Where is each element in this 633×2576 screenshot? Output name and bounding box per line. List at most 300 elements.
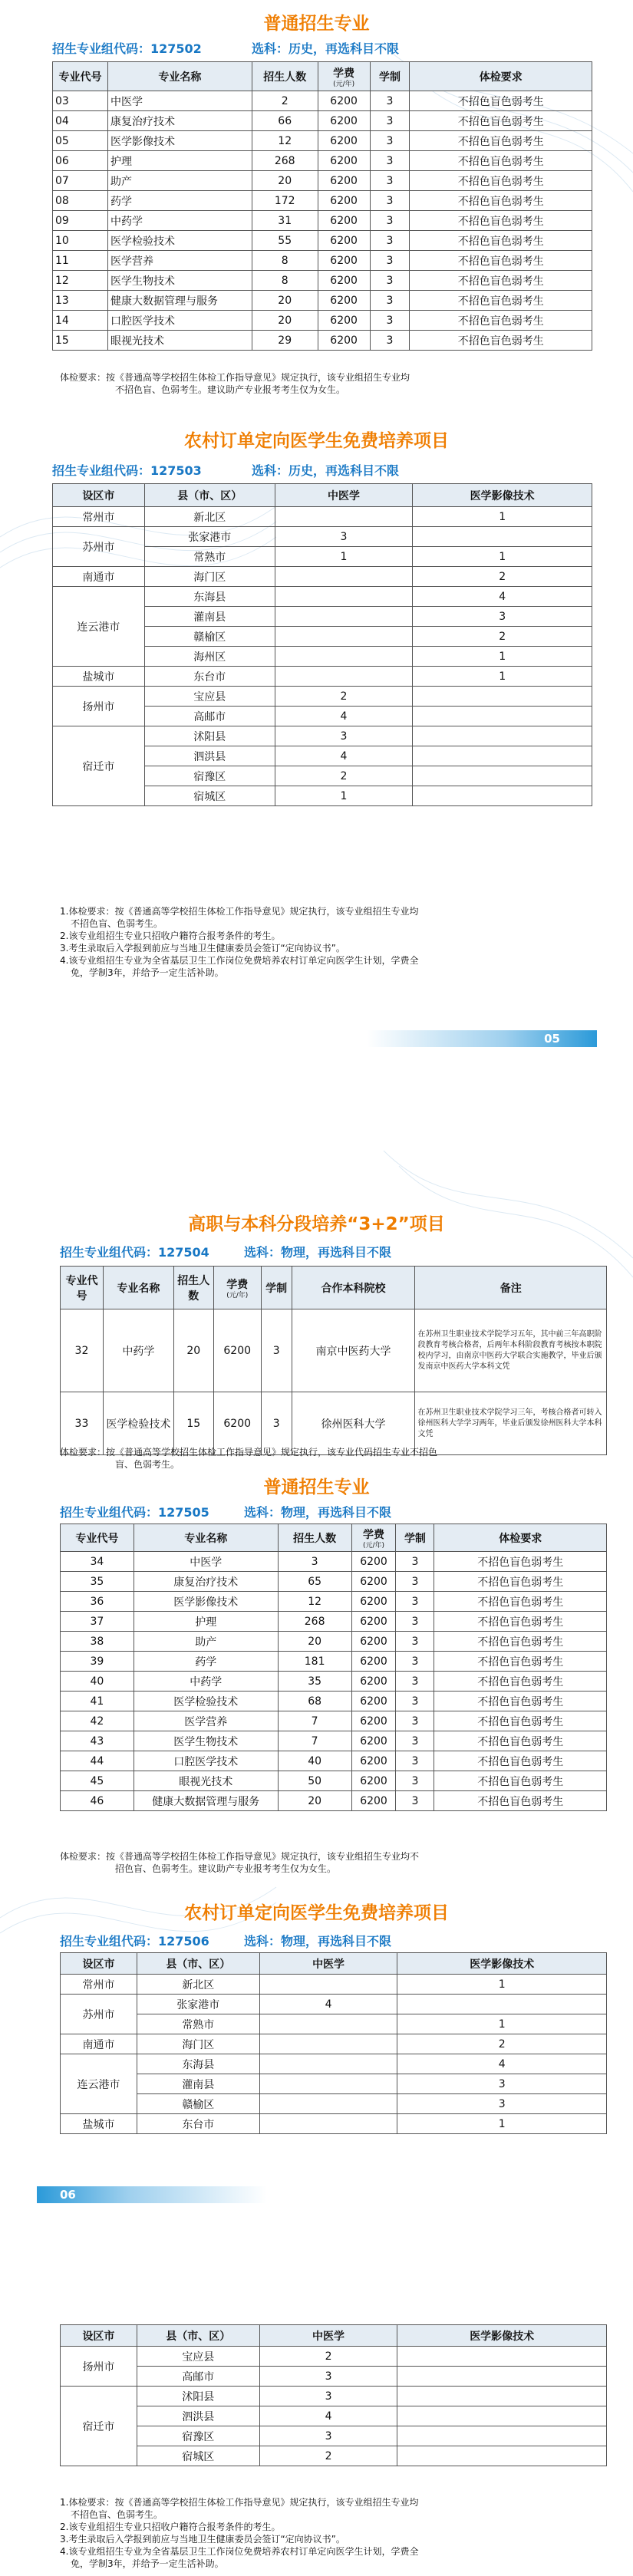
table-cell: 6200 [351, 1791, 396, 1811]
remark-cell: 在苏州卫生职业技术学院学习三年，考核合格者可转入徐州医科大学学习两年，毕业后颁发徐州医科大学本科文凭 [415, 1392, 607, 1455]
table-cell: 药学 [134, 1652, 278, 1672]
table-cell: 40 [61, 1672, 134, 1692]
table-cell: 健康大数据管理与服务 [134, 1791, 278, 1811]
table-row [53, 527, 592, 547]
city-cell: 宿迁市 [61, 2387, 137, 2466]
table-cell: 药学 [107, 191, 252, 211]
table-cell: 2 [413, 627, 592, 647]
table-cell: 3 [396, 1731, 434, 1751]
table-cell: 55 [252, 231, 318, 251]
col-header-county: 县（市、区） [144, 484, 275, 507]
section-title: 普通招生专业 [263, 1477, 370, 1497]
table-cell: 6200 [351, 1552, 396, 1572]
note-line-1: 体检要求：按《普通高等学校招生体检工作指导意见》规定执行，该专业组招生专业均不 [60, 1851, 420, 1862]
table-cell: 3 [396, 1612, 434, 1632]
col-header-name: 专业名称 [134, 1524, 278, 1552]
table-cell [413, 786, 592, 806]
table-cell: 不招色盲色弱考生 [434, 1672, 607, 1692]
table-cell: 38 [61, 1632, 134, 1652]
table-cell: 20 [278, 1791, 351, 1811]
note-line: 2.该专业组招生专业只招收户籍符合报考条件的考生。 [60, 931, 281, 941]
table-cell: 7 [278, 1731, 351, 1751]
table-cell: 3 [275, 527, 413, 547]
table-cell: 3 [278, 1552, 351, 1572]
table-cell: 3 [396, 1692, 434, 1711]
fee-label: 学费 [226, 1278, 249, 1291]
notes-block [60, 2496, 418, 2570]
table-cell: 3 [396, 1572, 434, 1592]
col-header-requirement: 体检要求 [410, 62, 592, 91]
table-cell: 宝应县 [137, 2347, 259, 2367]
table-cell: 康复治疗技术 [107, 111, 252, 131]
col-header-fee [213, 1267, 261, 1309]
majors-table [60, 1524, 607, 1811]
notes-block [60, 905, 418, 979]
col-header-years: 学制 [396, 1524, 434, 1552]
group-code: 招生专业组代码：127506 [60, 1934, 209, 1948]
table-cell [413, 687, 592, 707]
note-line: 不招色盲、色弱考生。 [71, 2509, 163, 2520]
table-row [61, 1771, 607, 1791]
table-cell: 东台市 [144, 667, 275, 687]
table-cell: 1 [397, 1975, 607, 1995]
table-cell: 眼视光技术 [134, 1771, 278, 1791]
table-cell [275, 627, 413, 647]
table-cell: 泗洪县 [137, 2406, 259, 2426]
table-cell: 东海县 [137, 2054, 259, 2074]
col-header-name: 专业名称 [103, 1267, 173, 1309]
table-cell: 3 [259, 2426, 397, 2446]
table-cell: 46 [61, 1791, 134, 1811]
table-cell: 海门区 [137, 2034, 259, 2054]
section-title: 普通招生专业 [263, 14, 370, 34]
table-cell: 20 [252, 171, 318, 191]
table-row [53, 91, 592, 111]
table-cell: 40 [278, 1751, 351, 1771]
table-cell: 3 [370, 271, 410, 291]
fee-unit: (元/年) [333, 80, 355, 88]
table-cell [413, 726, 592, 746]
note-line-1: 体检要求：按《普通高等学校招生体检工作指导意见》规定执行，该专业组招生专业均 [60, 372, 410, 383]
table-cell: 海州区 [144, 647, 275, 667]
note-line: 免，学制3年，并给予一定生活补助。 [71, 967, 224, 978]
city-cell: 苏州市 [61, 1995, 137, 2034]
table-cell: 42 [61, 1711, 134, 1731]
table-cell: 眼视光技术 [107, 331, 252, 351]
table-cell: 不招色盲色弱考生 [410, 271, 592, 291]
table-row [61, 1572, 607, 1592]
table-cell: 6200 [318, 211, 370, 231]
table-cell: 06 [53, 151, 108, 171]
table-cell: 口腔医学技术 [107, 311, 252, 331]
table-cell: 3 [396, 1791, 434, 1811]
rural-quota-body [53, 507, 592, 806]
table-cell: 助产 [134, 1632, 278, 1652]
table-cell: 医学影像技术 [134, 1592, 278, 1612]
table-row [61, 2014, 607, 2034]
note-line: 1.体检要求：按《普通高等学校招生体检工作指导意见》规定执行，该专业组招生专业均 [60, 2497, 419, 2508]
subject-requirement: 选科：历史，再选科目不限 [252, 41, 400, 56]
table-row [61, 1309, 607, 1392]
table-cell: 不招色盲色弱考生 [434, 1552, 607, 1572]
table-cell: 6200 [318, 231, 370, 251]
table-cell: 34 [61, 1552, 134, 1572]
table-cell: 不招色盲色弱考生 [434, 1572, 607, 1592]
table-cell: 不招色盲色弱考生 [434, 1612, 607, 1632]
table-cell: 36 [61, 1592, 134, 1612]
table-cell: 20 [252, 311, 318, 331]
table-cell: 181 [278, 1652, 351, 1672]
table-cell [275, 607, 413, 627]
table-cell: 10 [53, 231, 108, 251]
table-row [53, 251, 592, 271]
table-cell: 赣榆区 [137, 2094, 259, 2114]
table-row [61, 2426, 607, 2446]
table-cell: 66 [252, 111, 318, 131]
table-cell: 6200 [318, 111, 370, 131]
program-3plus2-body [61, 1309, 607, 1455]
table-cell: 医学检验技术 [134, 1692, 278, 1711]
table-cell: 39 [61, 1652, 134, 1672]
table-row [61, 1975, 607, 1995]
table-cell: 6200 [318, 271, 370, 291]
table-cell: 不招色盲色弱考生 [410, 331, 592, 351]
table-cell: 3 [397, 2094, 607, 2114]
city-cell: 扬州市 [61, 2347, 137, 2387]
majors-table [52, 61, 592, 351]
fee-unit: (元/年) [226, 1291, 249, 1300]
subject-requirement: 选科：历史，再选科目不限 [252, 463, 400, 478]
col-header-city: 设区市 [61, 2325, 137, 2347]
table-cell: 65 [278, 1572, 351, 1592]
table-cell: 20 [252, 291, 318, 311]
table-cell: 37 [61, 1612, 134, 1632]
table-cell: 13 [53, 291, 108, 311]
table-cell: 灌南县 [137, 2074, 259, 2094]
table-cell: 不招色盲色弱考生 [410, 111, 592, 131]
table-cell [397, 2426, 607, 2446]
note-line-2: 盲、色弱考生。 [115, 1459, 180, 1470]
table-row [61, 2074, 607, 2094]
program-3plus2-table [60, 1266, 607, 1455]
table-cell: 4 [275, 707, 413, 726]
table-cell: 常熟市 [137, 2014, 259, 2034]
table-cell: 6200 [351, 1652, 396, 1672]
table-cell: 不招色盲色弱考生 [434, 1632, 607, 1652]
table-row [61, 1612, 607, 1632]
table-cell: 6200 [351, 1771, 396, 1791]
table-cell [397, 2387, 607, 2406]
table-cell: 新北区 [144, 507, 275, 527]
table-cell: 6200 [351, 1692, 396, 1711]
col-header-partner: 合作本科院校 [292, 1267, 415, 1309]
table-cell: 3 [370, 151, 410, 171]
table-cell: 15 [173, 1392, 213, 1455]
table-cell: 15 [53, 331, 108, 351]
table-cell: 3 [396, 1592, 434, 1612]
note-line: 不招色盲、色弱考生。 [71, 918, 163, 929]
table-cell [275, 507, 413, 527]
table-cell: 3 [370, 211, 410, 231]
table-cell [259, 2034, 397, 2054]
table-cell: 泗洪县 [144, 746, 275, 766]
col-header-code: 专业代号 [53, 62, 108, 91]
table-cell: 不招色盲色弱考生 [434, 1711, 607, 1731]
subject-requirement: 选科：物理，再选科目不限 [244, 1934, 392, 1948]
section-title: 农村订单定向医学生免费培养项目 [184, 431, 449, 451]
table-cell: 3 [259, 2387, 397, 2406]
table-cell: 12 [252, 131, 318, 151]
table-cell: 45 [61, 1771, 134, 1791]
table-cell: 172 [252, 191, 318, 211]
table-cell: 医学检验技术 [103, 1392, 173, 1455]
table-cell: 护理 [107, 151, 252, 171]
page-number: 06 [60, 2188, 76, 2202]
table-cell [259, 2074, 397, 2094]
table-cell [259, 1975, 397, 1995]
table-cell: 不招色盲色弱考生 [410, 211, 592, 231]
table-row [61, 1652, 607, 1672]
subject-requirement: 选科：物理，再选科目不限 [244, 1505, 392, 1520]
table-cell: 268 [278, 1612, 351, 1632]
table-cell: 助产 [107, 171, 252, 191]
table-row [61, 2114, 607, 2134]
table-row [61, 1672, 607, 1692]
table-cell: 32 [61, 1309, 104, 1392]
table-cell: 3 [370, 331, 410, 351]
table-cell: 3 [396, 1552, 434, 1572]
city-cell: 南通市 [53, 567, 145, 587]
note-line: 4.该专业组招生专业为全省基层卫生工作岗位免费培养农村订单定向医学生计划，学费全 [60, 2546, 419, 2557]
table-cell: 7 [278, 1711, 351, 1731]
table-cell: 09 [53, 211, 108, 231]
table-cell: 沭阳县 [144, 726, 275, 746]
table-cell: 不招色盲色弱考生 [410, 151, 592, 171]
table-cell: 2 [275, 687, 413, 707]
table-cell: 68 [278, 1692, 351, 1711]
group-code: 招生专业组代码：127504 [60, 1245, 209, 1260]
table-row [61, 2034, 607, 2054]
rural-quota-body [61, 1975, 607, 2134]
table-cell: 2 [275, 766, 413, 786]
table-cell: 徐州医科大学 [292, 1392, 415, 1455]
fee-label: 学费 [333, 67, 355, 80]
table-cell: 2 [259, 2446, 397, 2466]
table-row [53, 271, 592, 291]
city-cell: 连云港市 [61, 2054, 137, 2114]
table-cell: 12 [53, 271, 108, 291]
table-row [53, 291, 592, 311]
table-cell [275, 587, 413, 607]
table-cell: 3 [370, 131, 410, 151]
table-row [61, 2094, 607, 2114]
table-cell: 3 [370, 231, 410, 251]
table-cell: 6200 [318, 151, 370, 171]
rural-quota-table [52, 483, 592, 806]
city-cell: 苏州市 [53, 527, 145, 567]
table-cell: 6200 [351, 1632, 396, 1652]
table-cell: 中医学 [107, 91, 252, 111]
group-code-line [60, 1932, 392, 1949]
table-cell: 6200 [318, 191, 370, 211]
table-cell: 41 [61, 1692, 134, 1711]
city-cell: 常州市 [53, 507, 145, 527]
table-cell: 6200 [351, 1751, 396, 1771]
city-cell: 南通市 [61, 2034, 137, 2054]
table-cell: 不招色盲色弱考生 [434, 1771, 607, 1791]
table-row [53, 231, 592, 251]
table-cell: 1 [413, 667, 592, 687]
col-header-fee [318, 62, 370, 91]
table-cell: 宿豫区 [137, 2426, 259, 2446]
note-line-2: 不招色盲、色弱考生。建议助产专业报考考生仅为女生。 [115, 384, 346, 395]
col-header-imaging: 医学影像技术 [397, 2325, 607, 2347]
table-cell [413, 766, 592, 786]
group-code: 招生专业组代码：127502 [52, 41, 202, 56]
group-code-line [52, 39, 400, 57]
col-header-years: 学制 [261, 1267, 292, 1309]
group-code-line [60, 1243, 392, 1260]
group-code-line [52, 461, 400, 479]
table-cell: 6200 [213, 1392, 261, 1455]
section-title: 农村订单定向医学生免费培养项目 [184, 1903, 449, 1923]
col-header-county: 县（市、区） [137, 1953, 259, 1975]
table-cell: 3 [370, 191, 410, 211]
table-cell: 张家港市 [137, 1995, 259, 2014]
table-row [61, 1995, 607, 2014]
table-cell: 08 [53, 191, 108, 211]
table-cell: 1 [275, 786, 413, 806]
col-header-remark: 备注 [415, 1267, 607, 1309]
rural-quota-body [61, 2347, 607, 2466]
col-header-code: 专业代号 [61, 1524, 134, 1552]
note-line: 1.体检要求：按《普通高等学校招生体检工作指导意见》规定执行，该专业组招生专业均 [60, 906, 419, 917]
table-row [53, 687, 592, 707]
table-cell: 29 [252, 331, 318, 351]
table-cell: 医学生物技术 [107, 271, 252, 291]
table-row [61, 2367, 607, 2387]
table-cell: 高邮市 [137, 2367, 259, 2387]
table-cell: 20 [173, 1309, 213, 1392]
table-cell: 不招色盲色弱考生 [410, 191, 592, 211]
table-cell: 医学影像技术 [107, 131, 252, 151]
col-header-years: 学制 [370, 62, 410, 91]
note-line-2: 招色盲、色弱考生。建议助产专业报考考生仅为女生。 [115, 1863, 337, 1874]
table-row [53, 131, 592, 151]
table-cell: 20 [278, 1632, 351, 1652]
table-cell [275, 647, 413, 667]
table-cell: 赣榆区 [144, 627, 275, 647]
table-cell: 3 [370, 111, 410, 131]
table-cell: 4 [397, 2054, 607, 2074]
table-cell: 6200 [318, 311, 370, 331]
note-line: 2.该专业组招生专业只招收户籍符合报考条件的考生。 [60, 2522, 281, 2532]
table-cell [413, 527, 592, 547]
table-cell: 1 [275, 547, 413, 567]
table-cell: 医学营养 [134, 1711, 278, 1731]
col-header-imaging: 医学影像技术 [413, 484, 592, 507]
table-cell: 04 [53, 111, 108, 131]
city-cell: 常州市 [61, 1975, 137, 1995]
col-header-tcm: 中医学 [259, 1953, 397, 1975]
table-row [53, 507, 592, 527]
table-row [53, 191, 592, 211]
table-cell: 3 [370, 251, 410, 271]
table-cell: 2 [413, 567, 592, 587]
table-cell: 6200 [351, 1612, 396, 1632]
table-cell [259, 2094, 397, 2114]
page-number: 05 [544, 1032, 560, 1046]
table-cell: 不招色盲色弱考生 [410, 311, 592, 331]
city-cell: 宿迁市 [53, 726, 145, 806]
table-row [53, 587, 592, 607]
table-cell: 东海县 [144, 587, 275, 607]
table-cell: 口腔医学技术 [134, 1751, 278, 1771]
table-cell: 6200 [351, 1592, 396, 1612]
table-cell: 不招色盲色弱考生 [434, 1692, 607, 1711]
table-cell: 35 [61, 1572, 134, 1592]
table-cell: 宿城区 [137, 2446, 259, 2466]
table-row [53, 111, 592, 131]
table-cell: 宿豫区 [144, 766, 275, 786]
table-cell: 50 [278, 1771, 351, 1791]
table-cell: 医学生物技术 [134, 1731, 278, 1751]
table-cell: 6200 [318, 171, 370, 191]
city-cell: 扬州市 [53, 687, 145, 726]
table-row [61, 2054, 607, 2074]
table-row [53, 667, 592, 687]
table-cell: 12 [278, 1592, 351, 1612]
table-cell: 6200 [351, 1711, 396, 1731]
table-cell: 8 [252, 271, 318, 291]
table-row [53, 567, 592, 587]
table-cell: 268 [252, 151, 318, 171]
table-cell: 6200 [351, 1731, 396, 1751]
table-row [61, 2446, 607, 2466]
table-cell: 中药学 [103, 1309, 173, 1392]
col-header-requirement: 体检要求 [434, 1524, 607, 1552]
table-cell: 沭阳县 [137, 2387, 259, 2406]
table-cell: 3 [370, 291, 410, 311]
section-title: 高职与本科分段培养“3+2”项目 [188, 1214, 445, 1234]
group-code: 招生专业组代码：127505 [60, 1505, 209, 1520]
page-footer-bar [367, 1030, 597, 1047]
table-cell: 2 [252, 91, 318, 111]
table-cell: 不招色盲色弱考生 [434, 1592, 607, 1612]
table-cell: 不招色盲色弱考生 [410, 251, 592, 271]
table-cell: 不招色盲色弱考生 [410, 231, 592, 251]
table-cell: 35 [278, 1672, 351, 1692]
table-cell: 3 [396, 1632, 434, 1652]
table-cell [413, 746, 592, 766]
table-cell: 高邮市 [144, 707, 275, 726]
table-row [61, 2347, 607, 2367]
majors-table-body [61, 1552, 607, 1811]
table-cell [275, 667, 413, 687]
note-line-1: 体检要求：按《普通高等学校招生体检工作指导意见》规定执行，该专业代码招生专业不招色 [60, 1447, 438, 1458]
table-cell [397, 2406, 607, 2426]
col-header-imaging: 医学影像技术 [397, 1953, 607, 1975]
note-line: 4.该专业组招生专业为全省基层卫生工作岗位免费培养农村订单定向医学生计划，学费全 [60, 955, 419, 966]
table-cell: 3 [275, 726, 413, 746]
remark-cell: 在苏州卫生职业技术学院学习五年，其中前三年高职阶段教育考核合格者，后两年本科阶段教育考核按本职院校内学习，由南京中医药大学联合实施教学，毕业后颁发南京中医药大学本科文凭 [415, 1309, 607, 1392]
table-cell [397, 2367, 607, 2387]
table-cell: 6200 [318, 291, 370, 311]
table-row [53, 726, 592, 746]
col-header-plan: 招生人数 [252, 62, 318, 91]
table-cell: 05 [53, 131, 108, 151]
table-cell: 4 [413, 587, 592, 607]
